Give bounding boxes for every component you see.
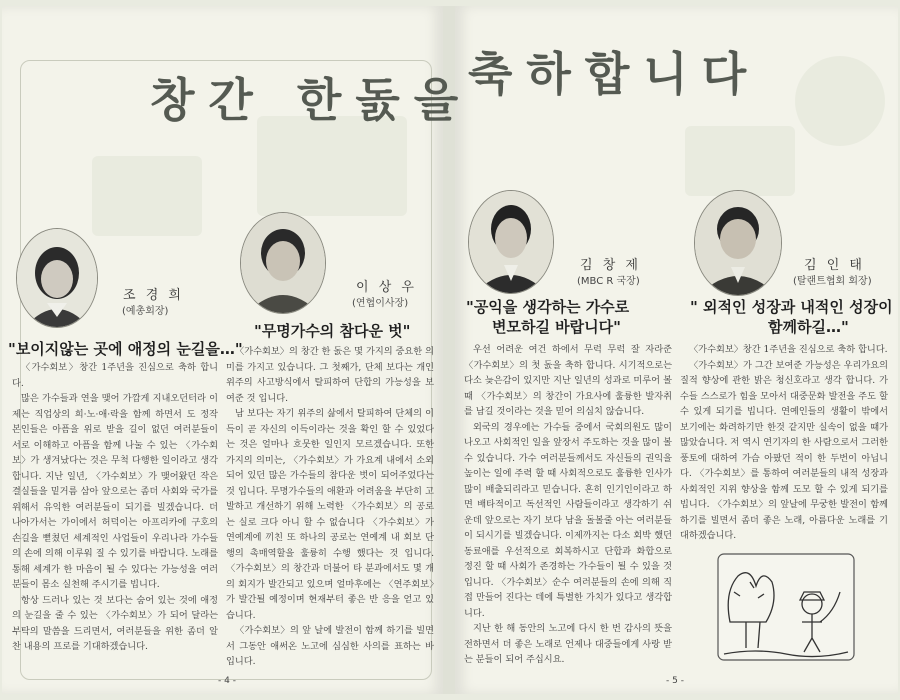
article-heading: "공익을 생각하는 가수로 bbox=[466, 298, 630, 316]
portrait-photo-kim-it bbox=[694, 190, 782, 296]
profile-name-jo: 조 경 희 bbox=[123, 288, 184, 303]
profile-name-kim-it: 김 인 태 bbox=[804, 258, 865, 273]
page-title-right: 축하합니다 bbox=[468, 47, 761, 101]
page-number-right: - 5 - bbox=[666, 676, 684, 686]
article-heading: " 외적인 성장과 내적인 성장이 bbox=[690, 298, 893, 316]
profile-name-kim-cj: 김 창 제 bbox=[580, 258, 641, 273]
page-title-left: 창간 한돐을 bbox=[150, 73, 473, 127]
article-body bbox=[12, 360, 218, 655]
article-body bbox=[464, 342, 672, 668]
profile-role-jo: (예총회장) bbox=[122, 306, 169, 317]
article-heading: "보이지않는 곳에 애정의 눈길을…" bbox=[8, 340, 243, 358]
portrait-photo-icon bbox=[469, 191, 553, 293]
portrait-photo-icon bbox=[241, 213, 325, 313]
cartoon-illustration-icon bbox=[716, 552, 856, 662]
paragraph: 많은 가수들과 연을 맺어 가깝게 지내오던터라 이제는 직업상의 희·노·애·락을 함께 하면서 도 정작 본인들은 아픔을 위로 받을 길이 없던 여러분들이 서로 이해하고 아픔을 함께 나눌 수 있는 〈가수회보〉가 생겨났다는 것은 무척 다행한 일이라고 생각합니다. 지난 일년, 〈가수회보〉가 맺어왔던 작은 결실들을 밑거름 삼아 앞으로는 좀더 사회와 국가를 위해서 유익한 여러분들이 되기를 빌겠습니다. 더 나아가서는 가이에서 허덕이는 아프리카에 구호의 손길을 뻗쳤던 세계적인 사업들이 우리나라 가수들의 손에 의해 이루워 질 수 있기를 바랍니다. 노래를 통해 세계가 한 마음이 될 수 있다는 가능성을 여러분들이 몸소 실천해 주시기를 빕니다. bbox=[12, 393, 218, 590]
paragraph: 지난 한 해 동안의 노고에 다시 한 번 감사의 뜻을 전하면서 더 좋은 노래로 언제나 대중들에게 사랑 받는 분들이 되어 주십시요. bbox=[464, 623, 672, 665]
paragraph: 〈가수회보〉가 그간 보여준 가능성은 우리가요의 질적 향상에 관한 밝은 청신호라고 생각 합니다. 가수들 스스로가 힘을 모아서 대중문화 발전을 주도 할 수 있게 되기를 빕니다. 연예인들의 생활이 밖에서 보기에는 화려하기만 한것 같지만 실속이 없을 때가 많았습니다. 저 역시 연기자의 한 사람으로서 그러한 풍토에 대하여 가슴 아팠던 적이 한 두번이 아닙니다. 〈가수회보〉를 통하여 여러분들의 내적 성장과 사회적인 지위 향상을 함께 도모 할 수 있게 되기를 빕니다. 〈가수회보〉의 앞날에 무궁한 발전이 함께 하기를 빌면서 좀더 좋은 노래, 아름다운 노래를 기대하겠습니다. bbox=[680, 359, 888, 541]
paragraph: 외국의 경우에는 가수들 중에서 국회의원도 많이 나오고 사회적인 일을 앞장서 주도하는 것을 많이 볼 수 있습니다. 가수 여러분들께서도 자신들의 권익을 높이는 일에 주력 할 때 사회적으로도 훌륭한 인사가 많이 배출되리라고 믿습니다. 혼히 인기인이라고 하면 배타적이고 독선적인 사람들이라고 생각하기 쉬운데 앞으로는 자기 보다 남을 돌볼줄 아는 여러분들이 되시기를 빌겠습니다. 이제까지는 다소 회박 했던 동료애를 우선적으로 회복하시고 단합과 화합으로 정진 할 때 사회가 존경하는 가수들이 될 수 있을 것 입니다. 〈가수회보〉순수 여러분들의 손에 의해 직접 만들어 진다는 데에 특별한 가치가 있다고 생각합니다. bbox=[464, 421, 672, 619]
paragraph: 〈가수회보〉의 앞 날에 발전이 함께 하기를 빌면서 그동안 애써온 노고에 심심한 사의를 표하는 바 입니다. bbox=[226, 625, 434, 667]
portrait-photo-kim-cj bbox=[468, 190, 554, 294]
paragraph: 〈가수회보〉창간 1주년을 진심으로 축하 합니다. bbox=[689, 344, 888, 355]
portrait-photo-jo bbox=[16, 228, 98, 328]
profile-role-lee: (연협이사장) bbox=[352, 298, 409, 309]
paragraph: 남 보다는 자기 위주의 삶에서 탈피하여 단체의 이득이 곧 자신의 이득이라는 것을 확인 할 수 있었다는 것은 얼마나 흐뭇한 일인지 모르겠습니다. 또한 가지의 의미는, 〈가수회보〉가 가요계 내에서 소외되어 있던 많은 가수들의 참다운 벗이 되어주었다는 것 입니다. 무명가수들의 애환과 어려움을 부단히 고발하고 개선하기 위해 노력한 〈가수회보〉의 공로는 실로 크다 아니 할 수 없습니다 〈가수회보〉가 연예계에 끼친 또 하나의 공로는 연예계 내 회보 단행의 촉매역할을 훌륭히 수행 했다는 것 입니다. 〈가수회보〉의 창간과 더불어 타 분과에서도 몇 개의 회지가 발간되고 있으며 얼마후에는 〈연주회보〉가 발간될 예정이며 현재부터 좋은 반 응을 얻고 있습니다. bbox=[226, 408, 434, 621]
article-body bbox=[680, 342, 888, 544]
profile-role-kim-cj: (MBC R 국장) bbox=[577, 276, 640, 287]
portrait-photo-icon bbox=[17, 229, 97, 327]
paragraph: 항상 드러나 있는 것 보다는 숨어 있는 것에 애정의 눈길을 줄 수 있는 〈가수회보〉가 되어 달라는 부탁의 말씀을 드리면서, 여러분들을 위한 좀더 알찬 내용의 프로를 기대하겠습니다. bbox=[12, 594, 218, 652]
portrait-photo-lee bbox=[240, 212, 326, 314]
paragraph: 〈가수회보〉창간 1주년을 진심으로 축하 합니다. bbox=[12, 362, 218, 389]
page-number-left: - 4 - bbox=[218, 676, 236, 686]
article-heading: 변모하길 바랍니다" bbox=[492, 318, 621, 336]
portrait-photo-icon bbox=[695, 191, 781, 295]
paragraph: 우선 어려운 여건 하에서 무럭 무럭 잘 자라준 〈가수회보〉의 첫 돐을 축하 합니다. 시기적으로는 다소 늦은감이 있지만 지난 일년의 성과로 미루어 볼때 〈가수회보〉의 창간이 가요사에 훌륭한 발자취를 남길 것이라는 것을 믿어 의심치 않습니다. bbox=[464, 344, 672, 417]
profile-name-lee: 이 상 우 bbox=[356, 280, 417, 295]
article-heading: 함께하길…" bbox=[768, 318, 849, 336]
paragraph: 〈가수회보〉의 창간 한 돐은 몇 가지의 중요한 의미를 가지고 있습니다. 그 첫째가, 단체 보다는 개인 위주의 사고방식에서 탈피하여 단합의 가능성을 보여준 것 입니다. bbox=[226, 346, 434, 404]
profile-role-kim-it: (탈랜트협회 회장) bbox=[793, 276, 872, 287]
article-heading: "무명가수의 참다운 벗" bbox=[254, 322, 411, 340]
cartoon-illustration bbox=[716, 552, 856, 662]
article-body bbox=[226, 344, 434, 670]
